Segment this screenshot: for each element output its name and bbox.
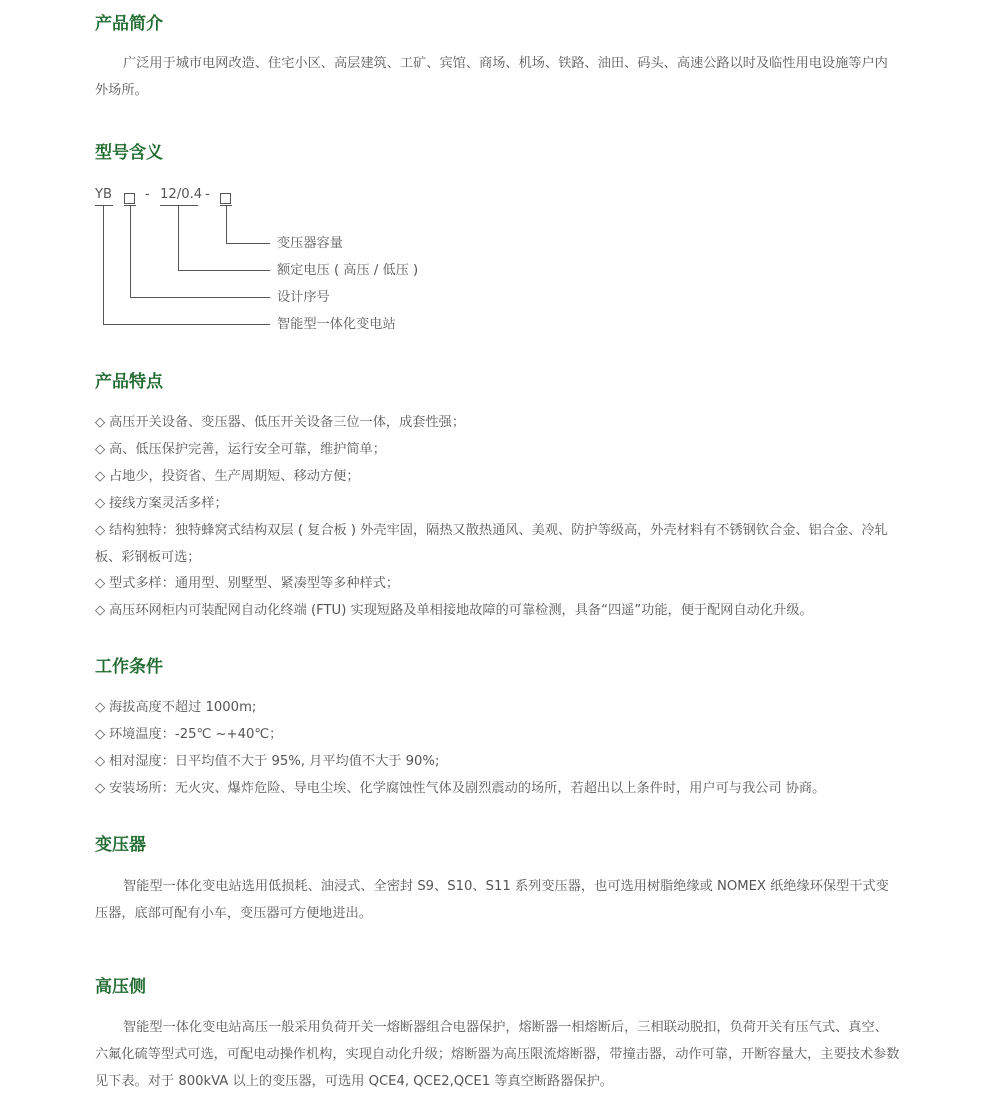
- feature-item: ◇ 高压环网柜内可装配网自动化终端 (FTU) 实现短路及单相接地故障的可靠检测，具备“四遥”功能，便于配网自动化升级。: [95, 597, 901, 624]
- legend-product: 智能型一体化变电站: [277, 317, 396, 332]
- legend-design-number: 设计序号: [277, 290, 330, 305]
- model-legend-lines: [0, 0, 993, 340]
- transformer-paragraph: 智能型一体化变电站选用低损耗、油浸式、全密封 S9、S10、S11 系列变压器，也可选用树脂绝缘或 NOMEX 纸绝缘环保型干式变压器，底部可配有小车，变压器可方便地进出。: [95, 879, 889, 921]
- diamond-bullet-icon: ◇: [95, 700, 106, 715]
- condition-item: ◇ 海拔高度不超过 1000m;: [95, 694, 901, 721]
- feature-item: ◇ 占地少，投资省、生产周期短、移动方便；: [95, 463, 901, 490]
- condition-item: ◇ 相对湿度：日平均值不大于 95%, 月平均值不大于 90%;: [95, 748, 901, 775]
- diamond-bullet-icon: ◇: [95, 754, 106, 769]
- intro-paragraph: 广泛用于城市电网改造、住宅小区、高层建筑、工矿、宾馆、商场、机场、铁路、油田、码头、高速公路以时及临性用电设施等户内外场所。: [95, 56, 888, 98]
- hv-paragraph: 智能型一体化变电站高压一般采用负荷开关一熔断器组合电器保护，熔断器一相熔断后，三相联动脱扣，负荷开关有压气式、真空、六氟化硫等型式可选，可配电动操作机构，实现自动化升级；熔断器为高压限流熔断器，带撞击器，动作可靠，开断容量大，主要技术参数见下表。对于 800kVA 以上的变压器，可选用 QCE4, QCE2,QCE1 等真空断路器保护。: [95, 1020, 900, 1089]
- transformer-heading: 变压器: [95, 835, 146, 855]
- diamond-bullet-icon: ◇: [95, 781, 106, 796]
- diamond-bullet-icon: ◇: [95, 727, 106, 742]
- feature-item: ◇ 型式多样：通用型、别墅型、紧凑型等多种样式；: [95, 570, 901, 597]
- model-code-separator: -: [145, 187, 150, 202]
- condition-item: ◇ 环境温度：-25℃ ~+40℃；: [95, 721, 901, 748]
- diamond-bullet-icon: ◇: [95, 442, 106, 457]
- model-code-separator: -: [205, 187, 210, 202]
- hv-heading: 高压侧: [95, 977, 146, 997]
- legend-voltage: 额定电压 ( 高压 / 低压 ): [277, 263, 419, 278]
- legend-capacity: 变压器容量: [277, 236, 343, 251]
- diamond-bullet-icon: ◇: [95, 496, 106, 511]
- diamond-bullet-icon: ◇: [95, 603, 106, 618]
- condition-item: ◇ 安装场所：无火灾、爆炸危险、导电尘埃、化学腐蚀性气体及剧烈震动的场所，若超出以上条件时，用户可与我公司 协商。: [95, 775, 901, 802]
- diamond-bullet-icon: ◇: [95, 576, 106, 591]
- model-code-voltage: 12/0.4: [160, 187, 203, 202]
- diamond-bullet-icon: ◇: [95, 523, 106, 538]
- feature-item: ◇ 高、低压保护完善，运行安全可靠，维护简单；: [95, 436, 901, 463]
- feature-item: ◇ 结构独特：独特蜂窝式结构双层 ( 复合板 ) 外壳牢固，隔热又散热通风、美观、防护等级高，外壳材料有不锈钢钦合金、铝合金、冷轧板、彩钢板可选；: [95, 517, 901, 571]
- conditions-heading: 工作条件: [95, 657, 163, 677]
- model-code-prefix: YB: [95, 187, 113, 202]
- features-heading: 产品特点: [95, 372, 163, 392]
- diamond-bullet-icon: ◇: [95, 415, 106, 430]
- intro-heading: 产品简介: [95, 14, 163, 34]
- diamond-bullet-icon: ◇: [95, 469, 106, 484]
- feature-item: ◇ 高压开关设备、变压器、低压开关设备三位一体，成套性强；: [95, 409, 901, 436]
- feature-item: ◇ 接线方案灵活多样；: [95, 490, 901, 517]
- model-heading: 型号含义: [95, 143, 163, 163]
